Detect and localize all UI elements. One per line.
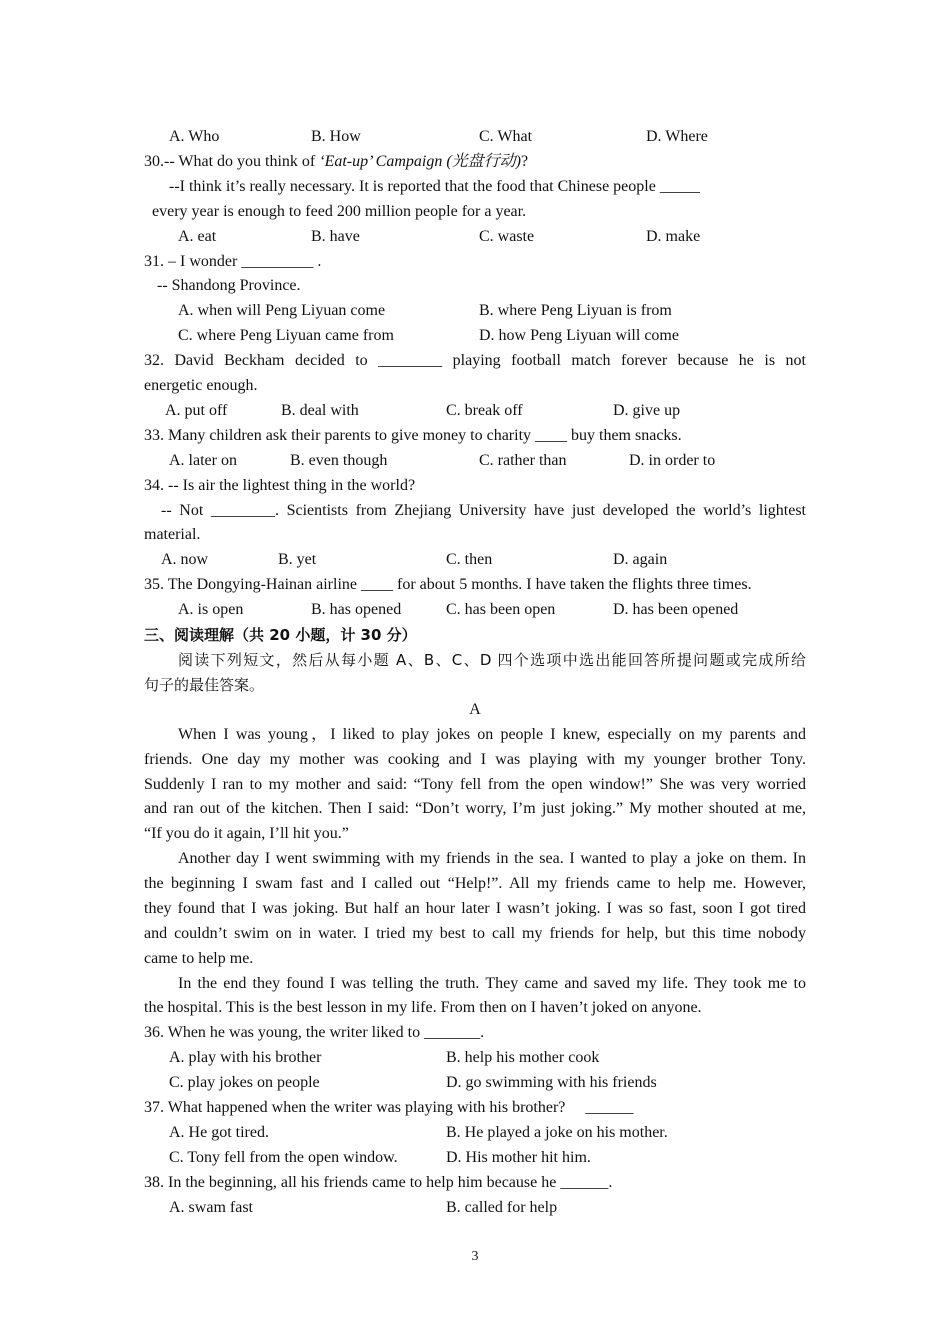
q34-stem: 34. -- Is air the lightest thing in the world? <box>144 477 416 494</box>
passage-p2-line4: and couldn’t swim on in water. I tried my best to call my friends for help, but this time nobody <box>144 925 806 942</box>
q29-option-b: B. How <box>311 128 361 145</box>
q33-stem: 33. Many children ask their parents to give money to charity ____ buy them snacks. <box>144 427 682 444</box>
passage-p3-line2: the hospital. This is the best lesson in my life. From then on I haven’t joked on anyone. <box>144 999 702 1016</box>
q31-option-b: B. where Peng Liyuan is from <box>479 302 672 319</box>
q31-stem: 31. – I wonder _________ . <box>144 253 322 270</box>
q32-option-c: C. break off <box>446 402 523 419</box>
passage-p3-line1: In the end they found I was telling the truth. They came and saved my life. They took me to <box>178 975 806 992</box>
passage-p1-line5: “If you do it again, I’ll hit you.” <box>144 825 349 842</box>
q32-line2: energetic enough. <box>144 377 258 394</box>
q30-option-c: C. waste <box>479 228 535 245</box>
q30-option-b: B. have <box>311 228 360 245</box>
section-heading: 三、阅读理解（共 20 小题，计 30 分） <box>144 626 417 644</box>
q36-option-a: A. play with his brother <box>169 1049 322 1066</box>
q37-option-c: C. Tony fell from the open window. <box>169 1149 398 1166</box>
q35-option-a: A. is open <box>178 601 244 618</box>
q30-stem: 30.-- What do you think of ‘Eat-up’ Campaign (光盘行动)? <box>144 153 529 170</box>
passage-p1-line1: When I was young，I liked to play jokes on people I knew, especially on my parents and <box>178 726 807 743</box>
q37-stem: 37. What happened when the writer was playing with his brother? ______ <box>144 1099 634 1116</box>
q32-option-d: D. give up <box>613 402 681 419</box>
q33-option-c: C. rather than <box>479 452 567 469</box>
q29-option-d: D. Where <box>646 128 708 145</box>
section-instruction-line2: 句子的最佳答案。 <box>144 676 265 694</box>
q34-option-b: B. yet <box>278 551 317 568</box>
passage-p1-line4: and ran out of the kitchen. Then I said: “Don’t worry, I’m just joking.” My mother shouted at me, <box>144 800 806 817</box>
passage-p2-line2: the beginning I swam fast and I called out “Help!”. All my friends came to help me. However, <box>144 875 806 892</box>
passage-p2-line3: they found that I was joking. But half an hour later I wasn’t joking. I was so fast, soon I got tired <box>144 900 806 917</box>
q35-option-b: B. has opened <box>311 601 402 618</box>
q31-answer-line: -- Shandong Province. <box>157 277 301 294</box>
passage-label: A <box>469 701 481 718</box>
passage-p2-line1: Another day I went swimming with my friends in the sea. I wanted to play a joke on them. In <box>178 850 806 867</box>
q38-option-a: A. swam fast <box>169 1199 253 1216</box>
passage-p1-line3: Suddenly I ran to my mother and said: “Tony fell from the open window!” She was very worried <box>144 776 806 793</box>
q29-option-a: A. Who <box>169 128 220 145</box>
q34-option-d: D. again <box>613 551 668 568</box>
q30-option-a: A. eat <box>178 228 217 245</box>
q37-option-d: D. His mother hit him. <box>446 1149 591 1166</box>
q34-line2: -- Not ________. Scientists from Zhejiang University have just developed the world’s lightest <box>161 502 806 519</box>
q31-option-a: A. when will Peng Liyuan come <box>178 302 386 319</box>
q31-option-d: D. how Peng Liyuan will come <box>479 327 679 344</box>
q33-option-d: D. in order to <box>629 452 716 469</box>
q35-option-c: C. has been open <box>446 601 556 618</box>
q38-stem: 38. In the beginning, all his friends came to help him because he ______. <box>144 1174 613 1191</box>
q30-line3: every year is enough to feed 200 million people for a year. <box>152 203 527 220</box>
q32-option-a: A. put off <box>165 402 228 419</box>
q30-option-d: D. make <box>646 228 701 245</box>
q37-option-b: B. He played a joke on his mother. <box>446 1124 668 1141</box>
q34-option-c: C. then <box>446 551 493 568</box>
q32-option-b: B. deal with <box>281 402 359 419</box>
q35-stem: 35. The Dongying-Hainan airline ____ for about 5 months. I have taken the flights three times. <box>144 576 752 593</box>
q30-line2: --I think it’s really necessary. It is reported that the food that Chinese people _____ <box>169 178 700 195</box>
q35-option-d: D. has been opened <box>613 601 739 618</box>
q33-option-a: A. later on <box>169 452 237 469</box>
q34-line3: material. <box>144 526 201 543</box>
q36-option-c: C. play jokes on people <box>169 1074 320 1091</box>
q37-option-a: A. He got tired. <box>169 1124 269 1141</box>
page-number: 3 <box>471 1249 479 1264</box>
q36-option-b: B. help his mother cook <box>446 1049 600 1066</box>
passage-p1-line2: friends. One day my mother was cooking and I was playing with my younger brother Tony. <box>144 751 806 768</box>
passage-p2-line5: came to help me. <box>144 950 254 967</box>
q33-option-b: B. even though <box>290 452 388 469</box>
section-instruction-line1: 阅读下列短文，然后从每小题 A、B、C、D 四个选项中选出能回答所提问题或完成所给 <box>178 651 806 669</box>
q31-option-c: C. where Peng Liyuan came from <box>178 327 394 344</box>
q34-option-a: A. now <box>161 551 209 568</box>
q38-option-b: B. called for help <box>446 1199 558 1216</box>
q36-option-d: D. go swimming with his friends <box>446 1074 657 1091</box>
q29-option-c: C. What <box>479 128 533 145</box>
q36-stem: 36. When he was young, the writer liked to _______. <box>144 1024 485 1041</box>
q32-line1: 32. David Beckham decided to ________ playing football match forever because he is not <box>144 352 806 369</box>
